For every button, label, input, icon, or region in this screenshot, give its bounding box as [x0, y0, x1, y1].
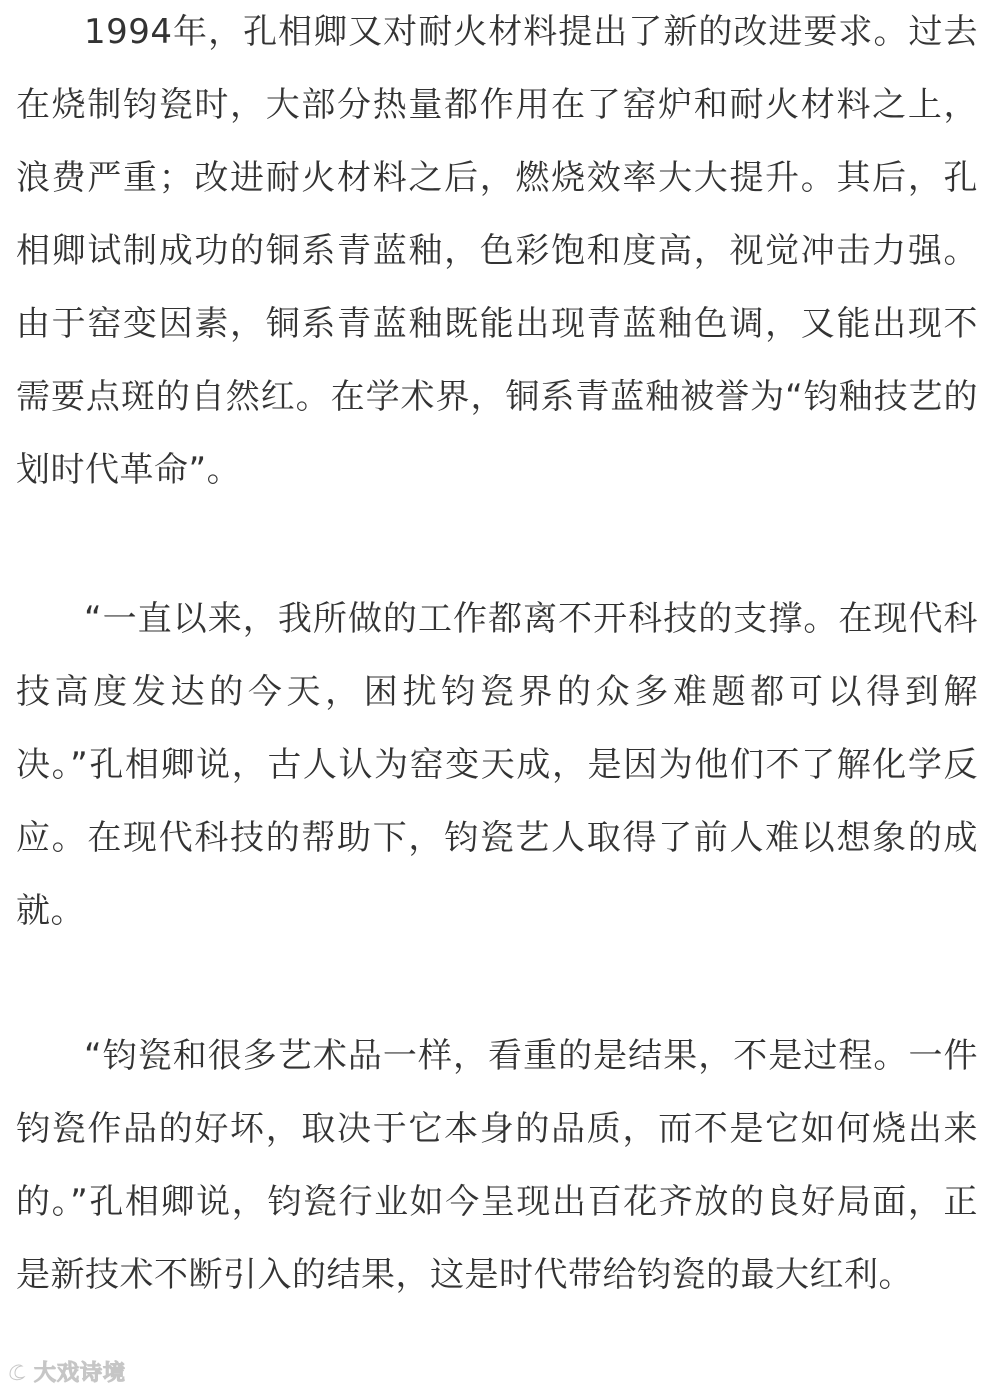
watermark	[6, 1356, 126, 1387]
watermark-text: 大戏诗境	[34, 1361, 127, 1386]
paragraph-3: “钧瓷和很多艺术品一样，看重的是结果，不是过程。一件钧瓷作品的好坏，取决于它本身的品质，而不是它如何烧出来的。”孔相卿说，钧瓷行业如今呈现出百花齐放的良好局面，正是新技术不断引入的结果，这是时代带给钧瓷的最大红利。	[16, 1036, 978, 1295]
logo-icon	[6, 1360, 30, 1384]
paragraph-2: “一直以来，我所做的工作都离不开科技的支撑。在现代科技高度发达的今天，困扰钧瓷界的众多难题都可以得到解决。”孔相卿说，古人认为窑变天成，是因为他们不了解化学反应。在现代科技的帮助下，钧瓷艺人取得了前人难以想象的成就。	[16, 599, 978, 931]
paragraph-1: 1994年，孔相卿又对耐火材料提出了新的改进要求。过去在烧制钧瓷时，大部分热量都作用在了窑炉和耐火材料之上，浪费严重；改进耐火材料之后，燃烧效率大大提升。其后，孔相卿试制成功的铜系青蓝釉，色彩饱和度高，视觉冲击力强。由于窑变因素，铜系青蓝釉既能出现青蓝釉色调，又能出现不需要点斑的自然红。在学术界，铜系青蓝釉被誉为“钧釉技艺的划时代革命”。	[16, 12, 978, 490]
